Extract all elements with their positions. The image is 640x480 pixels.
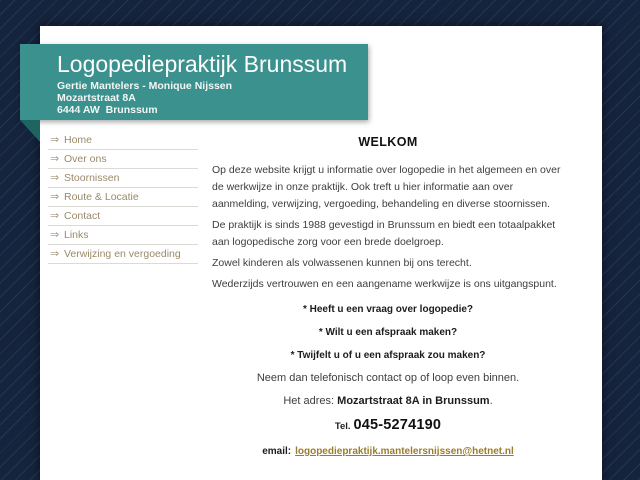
street-address: Mozartstraat 8A [57,92,136,104]
postal-city: 6444 AW Brunssum [57,104,158,116]
email-label: email: [262,446,292,457]
address-line [212,393,564,410]
question-line: * Wilt u een afspraak maken? [318,327,458,338]
sidebar-item-home[interactable] [48,131,198,150]
intro-paragraph: Op deze website krijgt u informatie over logopedie in het algemeen en over de werkwijze in onze praktijk. Ook treft u hier informatie aan over aanmelding, verwijzing, vergoeding, behandeling en diverse stoornissen. [212,164,561,210]
audience-paragraph: Zowel kinderen als volwassenen kunnen bij ons terecht. [212,257,472,269]
site-header-banner [20,44,368,120]
address-label: Het adres: [283,395,338,407]
sidebar-item-label: Links [64,229,89,241]
values-paragraph: Wederzijds vertrouwen en een aangename werkwijze is ons uitgangspunt. [212,278,557,290]
site-title: Logopediepraktijk Brunssum [57,51,348,77]
sidebar-item-contact[interactable] [48,207,198,226]
arrow-icon: ⇒ [50,133,60,146]
sidebar-item-over-ons[interactable] [48,150,198,169]
sidebar-item-label: Home [64,134,93,146]
banner-ribbon-fold [20,120,40,142]
sidebar-item-stoornissen[interactable] [48,169,198,188]
sidebar-item-label: Verwijzing en vergoeding [64,248,181,260]
arrow-icon: ⇒ [50,171,60,184]
main-content [212,131,564,459]
sidebar-item-links[interactable] [48,226,198,245]
arrow-icon: ⇒ [50,247,60,260]
sidebar-item-label: Contact [64,210,101,222]
sidebar-item-label: Route & Locatie [64,191,139,203]
phone-number: 045-5274190 [353,417,442,433]
question-line: * Heeft u een vraag over logopedie? [302,304,474,315]
practice-history-paragraph: De praktijk is sinds 1988 gevestigd in Brunssum en biedt een totaalpakket aan logopedische zorg voor een brede doelgroep. [212,219,556,248]
arrow-icon: ⇒ [50,228,60,241]
email-line [212,445,564,459]
sidebar-item-route-locatie[interactable] [48,188,198,207]
practitioner-names: Gertie Mantelers - Monique Nijssen [57,80,233,92]
email-link[interactable]: logopediepraktijk.mantelersnijssen@hetnet.nl [295,446,514,457]
phone-label: Tel. [334,421,351,432]
question-line: * Twijfelt u of u een afspraak zou maken? [290,350,486,361]
cta-text: Neem dan telefonisch contact op of loop even binnen. [256,372,520,384]
page-title: WELKOM [358,135,418,149]
sidebar-item-label: Over ons [64,153,107,165]
sidebar-nav [48,131,198,264]
phone-line [212,416,564,436]
arrow-icon: ⇒ [50,152,60,165]
sidebar-item-label: Stoornissen [64,172,120,184]
arrow-icon: ⇒ [50,190,60,203]
address-suffix: . [489,395,493,407]
question-list [212,301,564,364]
arrow-icon: ⇒ [50,209,60,222]
address-value: Mozartstraat 8A in Brunssum [337,395,490,407]
sidebar-item-verwijzing-en-vergoeding[interactable] [48,245,198,264]
